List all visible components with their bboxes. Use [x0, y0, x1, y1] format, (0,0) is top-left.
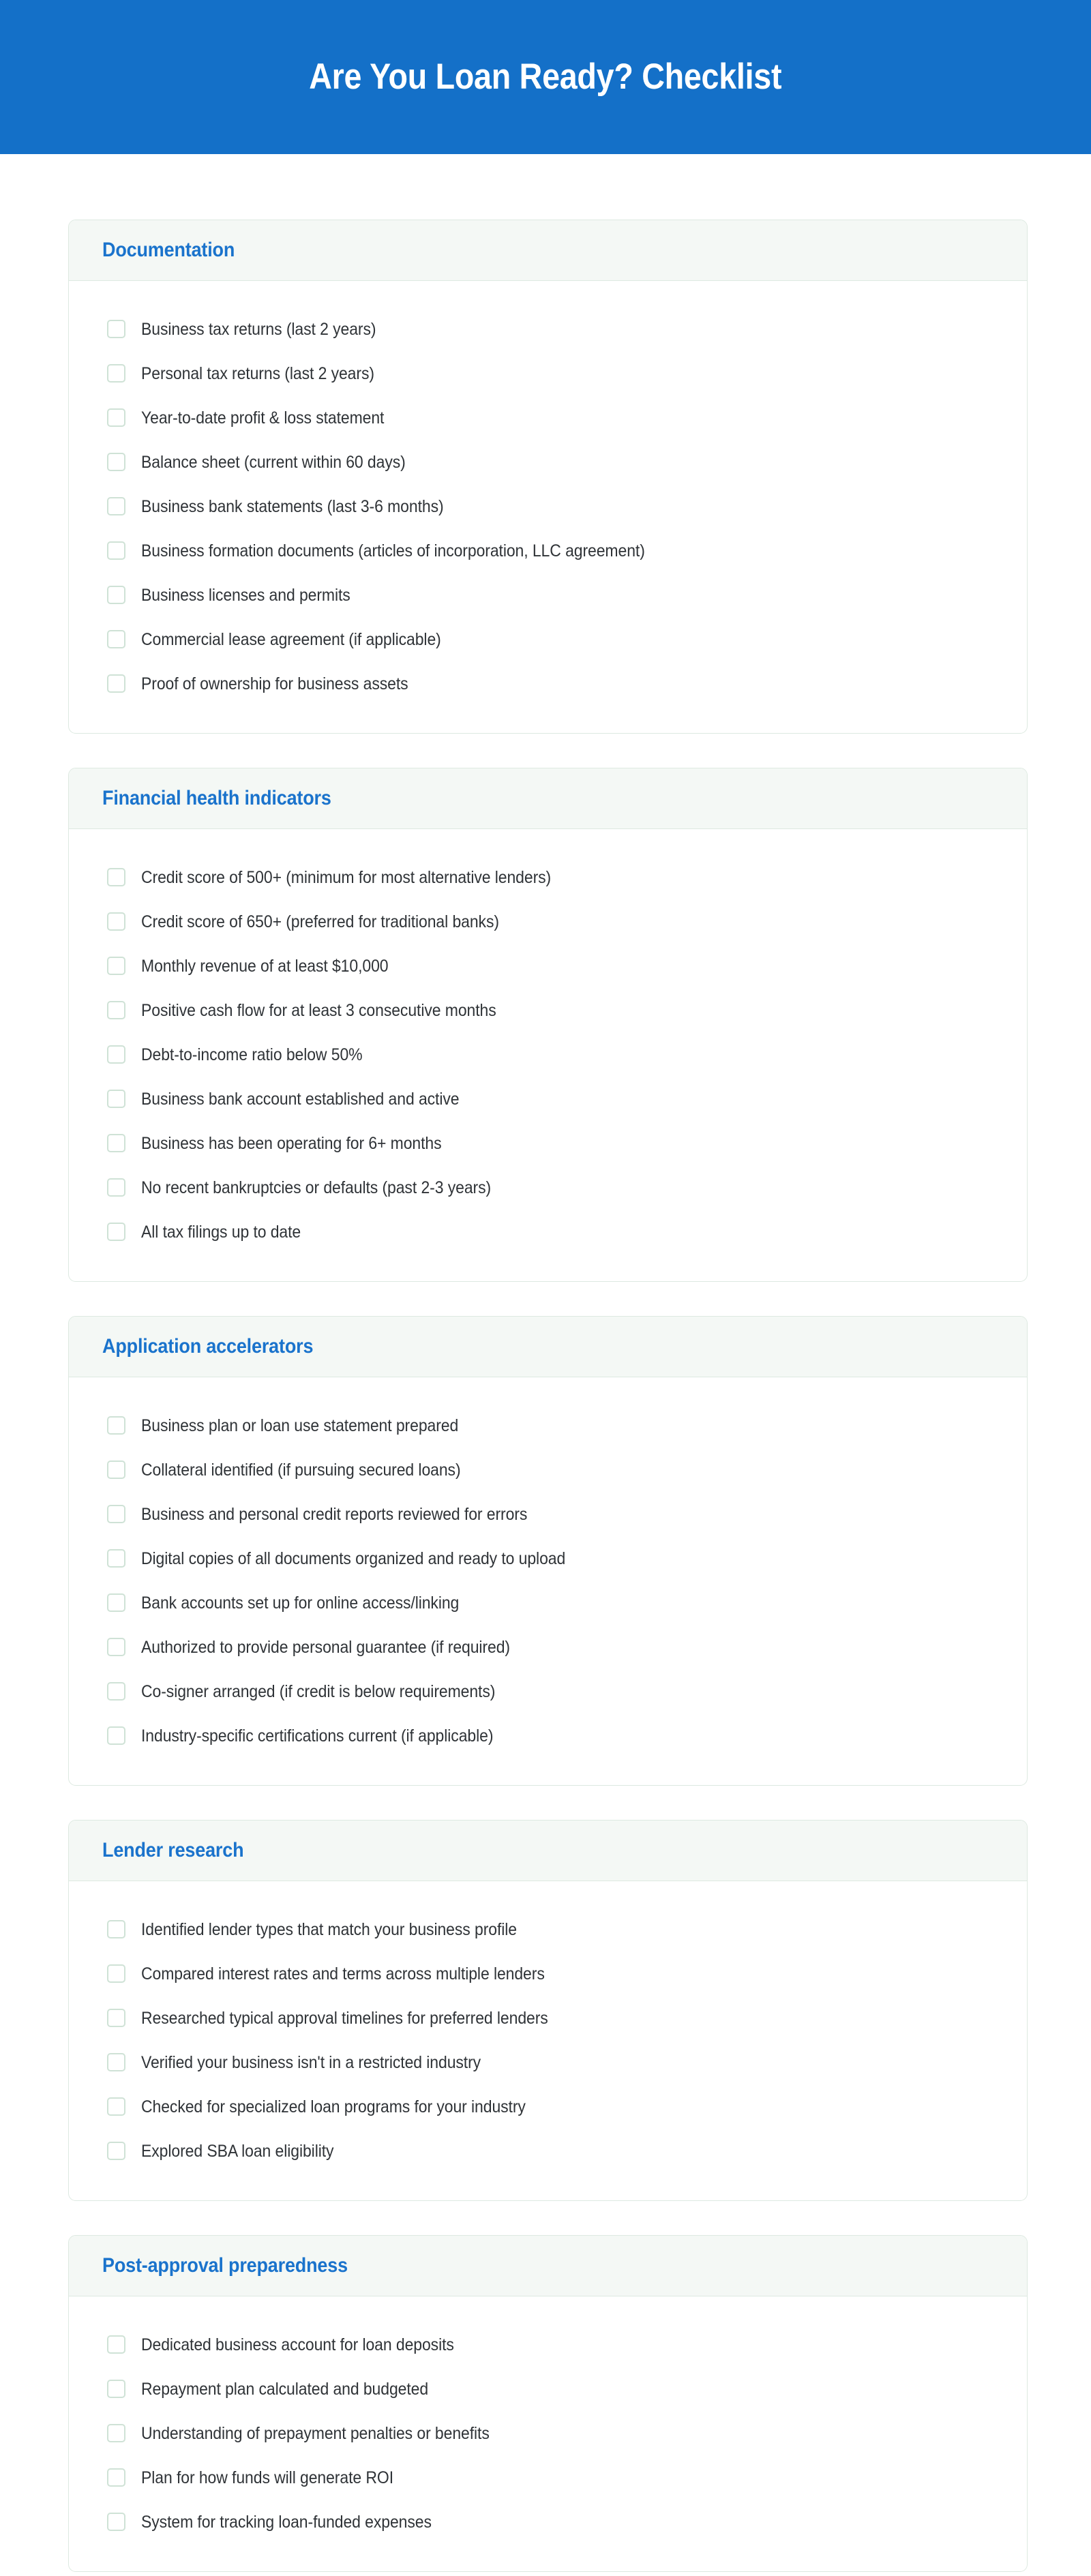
page-title: Are You Loan Ready? Checklist [309, 56, 782, 97]
checklist-item-label: Understanding of prepayment penalties or benefits [141, 2423, 490, 2443]
checklist-item[interactable] [96, 2411, 1000, 2455]
section-header [69, 2236, 1027, 2296]
checklist-item[interactable] [96, 1625, 1000, 1669]
section-title: Documentation [102, 239, 235, 261]
checkbox-icon[interactable] [107, 1045, 125, 1064]
checklist-item-label: Credit score of 500+ (minimum for most alternative lenders) [141, 867, 552, 887]
checklist-item-label: Business and personal credit reports reviewed for errors [141, 1504, 528, 1524]
checkbox-icon[interactable] [107, 541, 125, 560]
checklist-item-label: Collateral identified (if pursuing secured loans) [141, 1460, 461, 1480]
checkbox-icon[interactable] [107, 1416, 125, 1435]
section-items [69, 1881, 1027, 2200]
checklist-item-label: System for tracking loan-funded expenses [141, 2512, 432, 2532]
checklist-item[interactable] [96, 528, 1000, 573]
checklist-item[interactable] [96, 351, 1000, 395]
checklist-item[interactable] [96, 2500, 1000, 2544]
checklist-item-label: Business bank account established and active [141, 1089, 460, 1109]
checkbox-icon[interactable] [107, 1726, 125, 1745]
section-items [69, 1377, 1027, 1785]
checklist-item[interactable] [96, 944, 1000, 988]
checklist-item-label: Digital copies of all documents organized and ready to upload [141, 1548, 566, 1568]
checklist-item[interactable] [96, 1403, 1000, 1448]
checkbox-icon[interactable] [107, 2142, 125, 2160]
checklist-item-label: Positive cash flow for at least 3 consecutive months [141, 1000, 496, 1020]
checkbox-icon[interactable] [107, 2424, 125, 2442]
checkbox-icon[interactable] [107, 630, 125, 648]
checklist-item-label: Debt-to-income ratio below 50% [141, 1045, 363, 1064]
section-title: Lender research [102, 1839, 244, 1861]
checklist-item-label: Dedicated business account for loan deposits [141, 2335, 454, 2354]
checklist-item-label: Business licenses and permits [141, 585, 350, 605]
checklist-item[interactable] [96, 1669, 1000, 1713]
checkbox-icon[interactable] [107, 1001, 125, 1019]
checklist-item[interactable] [96, 899, 1000, 944]
checklist-item[interactable] [96, 855, 1000, 899]
checklist-item[interactable] [96, 484, 1000, 528]
section-header [69, 1821, 1027, 1881]
checkbox-icon[interactable] [107, 2053, 125, 2071]
checklist-item-label: Balance sheet (current within 60 days) [141, 452, 406, 472]
checkbox-icon[interactable] [107, 1090, 125, 1108]
checkbox-icon[interactable] [107, 453, 125, 471]
checkbox-icon[interactable] [107, 912, 125, 931]
checklist-item-label: Co-signer arranged (if credit is below requirements) [141, 1681, 496, 1701]
checklist-item-label: Explored SBA loan eligibility [141, 2141, 334, 2161]
checklist-item[interactable] [96, 1210, 1000, 1254]
checklist-item[interactable] [96, 2040, 1000, 2084]
checklist-item-label: Compared interest rates and terms across multiple lenders [141, 1964, 545, 1983]
checklist-item[interactable] [96, 2367, 1000, 2411]
checkbox-icon[interactable] [107, 2513, 125, 2531]
checkbox-icon[interactable] [107, 2380, 125, 2398]
checklist-item[interactable] [96, 1713, 1000, 1758]
checklist-item-label: Proof of ownership for business assets [141, 674, 408, 693]
checklist-item[interactable] [96, 1996, 1000, 2040]
checklist-item[interactable] [96, 2084, 1000, 2129]
section-items [69, 829, 1027, 1281]
checklist-item[interactable] [96, 1536, 1000, 1581]
checklist-item[interactable] [96, 1165, 1000, 1210]
checklist-item-label: Checked for specialized loan programs for your industry [141, 2097, 526, 2116]
checklist-item[interactable] [96, 1951, 1000, 1996]
checkbox-icon[interactable] [107, 1223, 125, 1241]
checklist-item-label: Business has been operating for 6+ months [141, 1133, 442, 1153]
checkbox-icon[interactable] [107, 1682, 125, 1701]
checklist-item[interactable] [96, 661, 1000, 706]
checkbox-icon[interactable] [107, 1461, 125, 1479]
checkbox-icon[interactable] [107, 1505, 125, 1523]
checkbox-icon[interactable] [107, 957, 125, 975]
checklist-item-label: Identified lender types that match your business profile [141, 1919, 517, 1939]
checklist-item-label: Plan for how funds will generate ROI [141, 2468, 393, 2487]
section-header [69, 768, 1027, 829]
checklist-item-label: Monthly revenue of at least $10,000 [141, 956, 389, 976]
checkbox-icon[interactable] [107, 586, 125, 604]
checklist-item[interactable] [96, 1907, 1000, 1951]
checklist-item-label: All tax filings up to date [141, 1222, 301, 1242]
section-header [69, 220, 1027, 281]
checklist-item-label: Researched typical approval timelines for preferred lenders [141, 2008, 548, 2028]
checkbox-icon[interactable] [107, 320, 125, 338]
checklist-item-label: Business formation documents (articles of incorporation, LLC agreement) [141, 541, 645, 560]
section-items [69, 281, 1027, 733]
checklist-item[interactable] [96, 1448, 1000, 1492]
section-items [69, 2296, 1027, 2571]
checklist-item-label: Personal tax returns (last 2 years) [141, 363, 374, 383]
checkbox-icon[interactable] [107, 2097, 125, 2116]
checklist-section-card [68, 1316, 1028, 1786]
checkbox-icon[interactable] [107, 364, 125, 383]
checkbox-icon[interactable] [107, 868, 125, 886]
checklist-item-label: Business tax returns (last 2 years) [141, 319, 376, 339]
checkbox-icon[interactable] [107, 2009, 125, 2027]
checklist-item[interactable] [96, 1581, 1000, 1625]
checklist-item[interactable] [96, 1121, 1000, 1165]
checklist-item-label: Year-to-date profit & loss statement [141, 408, 385, 428]
checklist-item-label: No recent bankruptcies or defaults (past 2-3 years) [141, 1178, 492, 1197]
checklist-item-label: Business bank statements (last 3-6 months) [141, 496, 444, 516]
checklist-item[interactable] [96, 573, 1000, 617]
checklist-section-card [68, 768, 1028, 1282]
checklist-item[interactable] [96, 988, 1000, 1032]
checklist-sections [0, 154, 1091, 2572]
checkbox-icon[interactable] [107, 1549, 125, 1568]
checkbox-icon[interactable] [107, 1134, 125, 1152]
checkbox-icon[interactable] [107, 1178, 125, 1197]
checklist-section-card [68, 2235, 1028, 2572]
checklist-item-label: Repayment plan calculated and budgeted [141, 2379, 429, 2399]
checklist-item-label: Bank accounts set up for online access/linking [141, 1593, 460, 1613]
checklist-item[interactable] [96, 2322, 1000, 2367]
checklist-item-label: Business plan or loan use statement prepared [141, 1416, 459, 1435]
checklist-item[interactable] [96, 1492, 1000, 1536]
checkbox-icon[interactable] [107, 1638, 125, 1656]
checklist-item-label: Industry-specific certifications current (if applicable) [141, 1726, 494, 1746]
page-banner [0, 0, 1091, 154]
checklist-item-label: Authorized to provide personal guarantee (if required) [141, 1637, 510, 1657]
checklist-item[interactable] [96, 307, 1000, 351]
section-title: Financial health indicators [102, 787, 331, 809]
checklist-section-card [68, 1820, 1028, 2201]
checkbox-icon[interactable] [107, 1920, 125, 1938]
checklist-section-card [68, 220, 1028, 734]
checklist-item[interactable] [96, 440, 1000, 484]
checkbox-icon[interactable] [107, 1593, 125, 1612]
section-title: Application accelerators [102, 1335, 314, 1358]
checklist-item[interactable] [96, 1032, 1000, 1077]
checkbox-icon[interactable] [107, 2468, 125, 2487]
checklist-item[interactable] [96, 2129, 1000, 2173]
section-header [69, 1317, 1027, 1377]
checkbox-icon[interactable] [107, 674, 125, 693]
checklist-item[interactable] [96, 395, 1000, 440]
section-title: Post-approval preparedness [102, 2254, 348, 2277]
checklist-item-label: Commercial lease agreement (if applicable) [141, 629, 441, 649]
checklist-item[interactable] [96, 617, 1000, 661]
checkbox-icon[interactable] [107, 408, 125, 427]
checkbox-icon[interactable] [107, 1964, 125, 1983]
checklist-item[interactable] [96, 1077, 1000, 1121]
checkbox-icon[interactable] [107, 497, 125, 515]
checklist-item[interactable] [96, 2455, 1000, 2500]
checklist-item-label: Credit score of 650+ (preferred for traditional banks) [141, 912, 499, 931]
checklist-item-label: Verified your business isn't in a restricted industry [141, 2052, 481, 2072]
checkbox-icon[interactable] [107, 2335, 125, 2354]
